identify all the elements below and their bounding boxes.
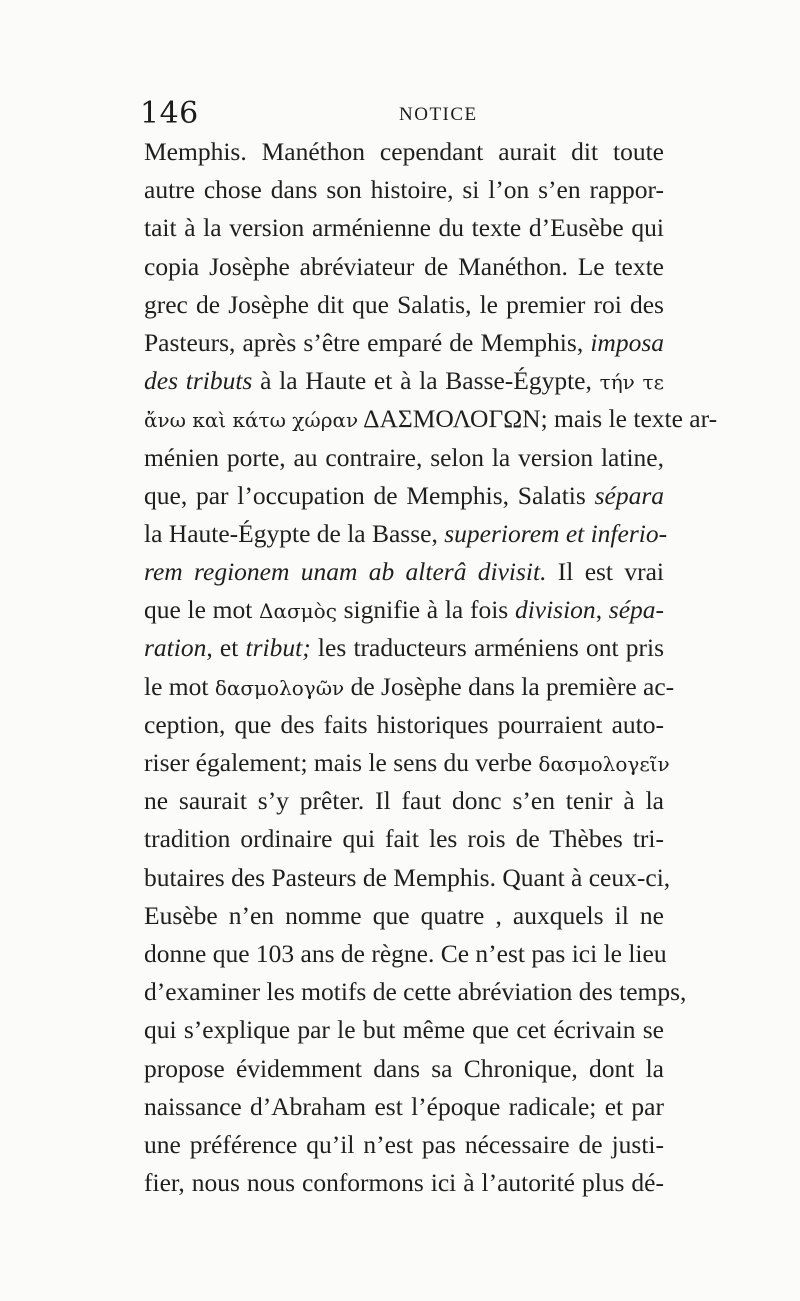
text-line bbox=[144, 439, 664, 477]
italic-text: superiorem et inferio- bbox=[444, 518, 668, 548]
text-line bbox=[144, 668, 675, 706]
text-line bbox=[144, 859, 671, 897]
text-segment: Pasteurs, après s’être emparé de Memphis, bbox=[144, 327, 591, 357]
text-line bbox=[144, 1050, 664, 1088]
text-segment: de Josèphe dans la première ac- bbox=[344, 671, 675, 701]
greek-text: δασμολογεῖν bbox=[538, 752, 670, 776]
text-line bbox=[144, 553, 664, 591]
text-segment: le mot bbox=[144, 671, 215, 701]
text-line bbox=[144, 820, 664, 858]
text-segment: signifie à la fois bbox=[336, 595, 515, 625]
text-line bbox=[144, 629, 664, 667]
text-segment: une préférence qu’il n’est pas nécessaire de justi- bbox=[144, 1129, 664, 1159]
text-segment: riser également; mais le sens du verbe bbox=[144, 748, 539, 777]
text-line bbox=[144, 1164, 664, 1202]
text-segment: naissance d’Abraham est l’époque radicale; et par bbox=[144, 1091, 664, 1121]
italic-text: des tributs bbox=[144, 366, 253, 396]
italic-text: division bbox=[514, 595, 596, 625]
text-segment: , bbox=[595, 595, 609, 625]
text-segment: autre chose dans son histoire, si l’on s’en rappor- bbox=[144, 175, 664, 205]
text-segment: Eusèbe n’en nomme que quatre , auxquels il ne bbox=[144, 900, 664, 930]
text-segment: Il est vrai bbox=[546, 557, 664, 587]
text-line bbox=[144, 591, 664, 629]
text-line bbox=[144, 706, 664, 744]
text-line bbox=[144, 1011, 664, 1049]
body-text bbox=[144, 133, 718, 1202]
text-line bbox=[144, 400, 718, 438]
page-number: 146 bbox=[140, 96, 199, 131]
italic-text: sépara bbox=[594, 480, 664, 510]
text-line bbox=[144, 248, 664, 286]
text-line bbox=[144, 209, 664, 247]
italic-text: sépa- bbox=[608, 595, 665, 625]
text-segment: tait à la version arménienne du texte d’Eusèbe qui bbox=[144, 213, 664, 243]
running-head: NOTICE bbox=[399, 104, 478, 125]
text-segment: que le mot bbox=[144, 595, 260, 625]
text-line bbox=[144, 362, 664, 400]
text-segment: que, par l’occupation de Memphis, Salatis bbox=[144, 480, 595, 510]
text-segment: propose évidemment dans sa Chronique, dont la bbox=[144, 1053, 664, 1083]
text-segment: , et bbox=[206, 633, 246, 663]
text-segment: d’examiner les motifs de cette abréviation des temps, bbox=[144, 977, 687, 1007]
text-segment: qui s’explique par le but même que cet écrivain se bbox=[144, 1015, 664, 1045]
text-line bbox=[144, 477, 664, 515]
greek-text: ἄνω καὶ κάτω χώραν bbox=[144, 408, 359, 433]
italic-text: tribut; bbox=[245, 633, 311, 663]
text-segment: grec de Josèphe dit que Salatis, le premier roi des bbox=[144, 289, 664, 319]
text-line bbox=[144, 782, 664, 820]
text-line bbox=[144, 515, 668, 553]
text-line bbox=[144, 897, 664, 935]
italic-text: ration bbox=[144, 633, 207, 663]
text-segment: ne saurait s’y prêter. Il faut donc s’en tenir à la bbox=[144, 786, 664, 816]
text-segment: la Haute-Égypte de la Basse, bbox=[144, 518, 445, 548]
text-segment: ΔΑΣΜΟΛΟΓΩΝ; mais le texte ar- bbox=[358, 404, 718, 434]
text-line bbox=[144, 744, 670, 782]
text-line bbox=[144, 324, 664, 362]
text-segment: Memphis. Manéthon cependant aurait dit toute bbox=[144, 137, 664, 166]
italic-text: rem regionem unam ab alterâ divisit. bbox=[144, 557, 547, 587]
text-segment: ception, que des faits historiques pourraient auto- bbox=[144, 709, 664, 739]
greek-text: Δασμὸς bbox=[259, 599, 337, 624]
text-line bbox=[144, 286, 664, 324]
page-header bbox=[140, 96, 660, 136]
text-line bbox=[144, 171, 664, 209]
text-segment: tradition ordinaire qui fait les rois de Thèbes tri- bbox=[144, 824, 664, 854]
text-line bbox=[144, 973, 687, 1011]
text-segment: copia Josèphe abréviateur de Manéthon. Le texte bbox=[144, 251, 664, 281]
text-segment: ménien porte, au contraire, selon la version latine, bbox=[144, 442, 664, 472]
text-segment: butaires des Pasteurs de Memphis. Quant à ceux-ci, bbox=[144, 862, 671, 892]
text-line bbox=[144, 1088, 664, 1126]
italic-text: imposa bbox=[590, 327, 664, 357]
text-line bbox=[144, 1126, 664, 1164]
text-line bbox=[144, 133, 664, 171]
text-segment: à la Haute et à la Basse-Égypte, bbox=[252, 366, 600, 396]
text-segment: les traducteurs arméniens ont pris bbox=[310, 633, 664, 663]
greek-text: τήν τε bbox=[599, 370, 664, 395]
greek-text: δασμολογῶν bbox=[214, 675, 345, 700]
text-line bbox=[144, 935, 667, 973]
text-segment: donne que 103 ans de règne. Ce n’est pas ici le lieu bbox=[144, 938, 667, 968]
text-segment: fier, nous nous conformons ici à l’autorité plus dé- bbox=[144, 1168, 664, 1198]
